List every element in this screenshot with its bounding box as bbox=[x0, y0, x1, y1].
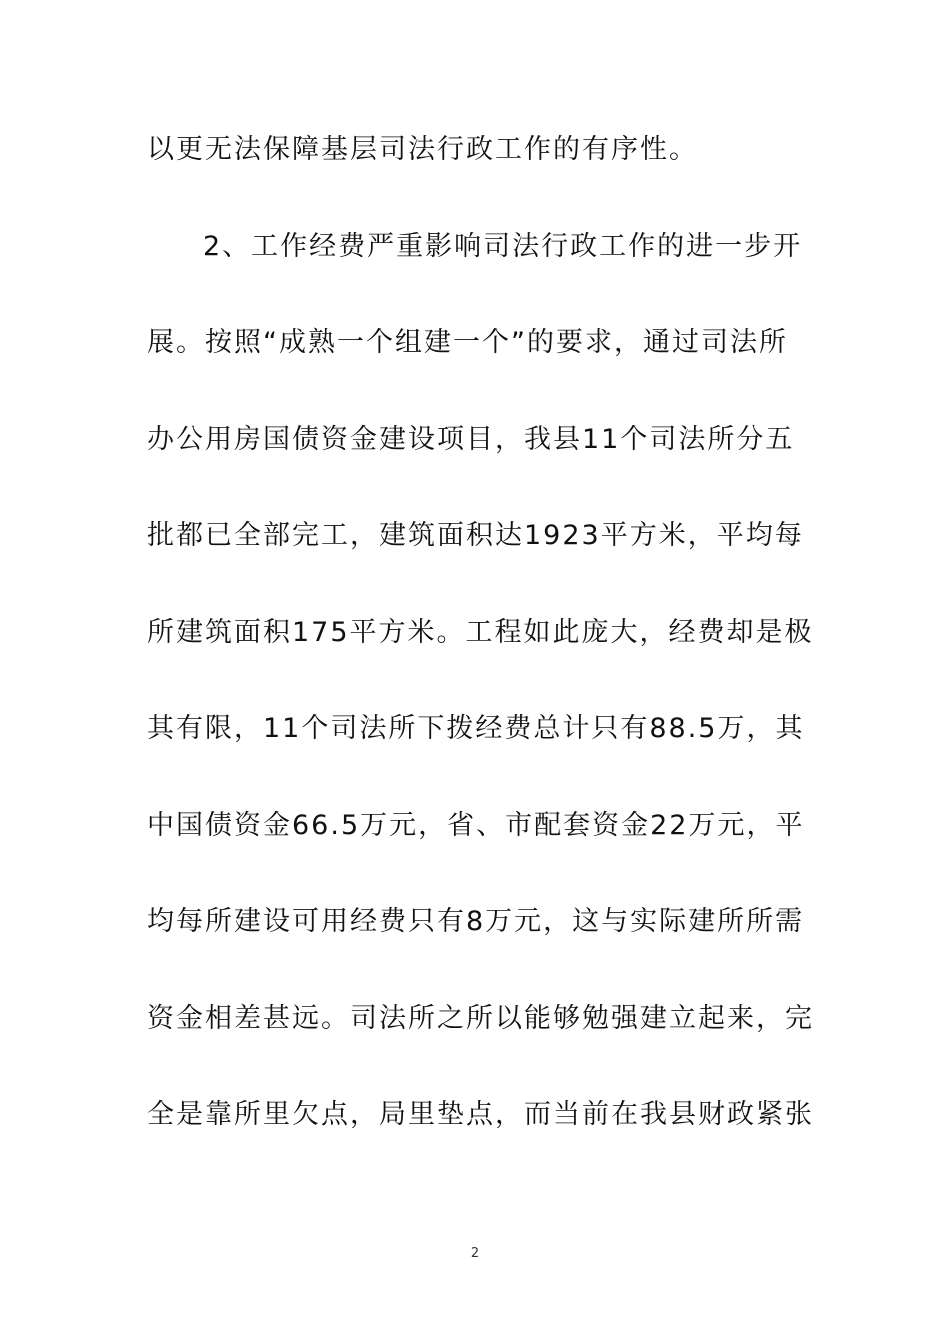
text-line: 展。按照“成熟一个组建一个”的要求，通过司法所 bbox=[147, 327, 788, 358]
text-line: 以更无法保障基层司法行政工作的有序性。 bbox=[147, 134, 698, 165]
text-line: 所建筑面积175平方米。工程如此庞大，经费却是极 bbox=[147, 616, 814, 648]
text-line-paragraph-start: 2、工作经费严重影响司法行政工作的进一步开 bbox=[203, 230, 803, 262]
text-line: 均每所建设可用经费只有8万元，这与实际建所所需 bbox=[147, 906, 805, 937]
text-line: 办公用房国债资金建设项目，我县11个司法所分五 bbox=[147, 423, 795, 455]
text-line: 批都已全部完工，建筑面积达1923平方米，平均每 bbox=[147, 520, 804, 551]
page-number: 2 bbox=[470, 1246, 480, 1261]
text-line: 其有限，11个司法所下拨经费总计只有88.5万，其 bbox=[147, 713, 805, 744]
text-line: 中国债资金66.5万元，省、市配套资金22万元，平 bbox=[147, 809, 805, 841]
text-line: 资金相差甚远。司法所之所以能够勉强建立起来，完 bbox=[147, 1002, 814, 1034]
body-text bbox=[147, 124, 847, 1186]
text-line: 全是靠所里欠点，局里垫点，而当前在我县财政紧张 bbox=[147, 1099, 814, 1130]
